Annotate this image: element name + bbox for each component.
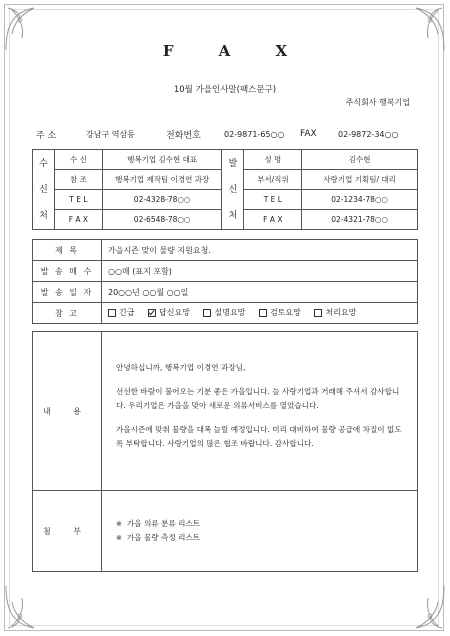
recipient-row-value: 행복기업 김수현 대표 [102,150,222,170]
sender-row-value: 사랑기업 기획팀/ 대리 [302,170,418,190]
phone-label: 전화번호 [166,130,201,141]
recipient-row-value: 02-4328-78○○ [102,190,222,210]
option-action-requested[interactable]: 처리요망 [314,307,356,318]
attachment-label: 첨 부 [33,491,102,572]
content-text [102,332,418,491]
recipient-row-value: 02-6548-78○○ [102,210,222,230]
fax-value: 02-9872-34○○ [338,129,399,139]
content-label: 내 용 [33,332,102,491]
option-explanation-requested[interactable]: 설명요망 [203,307,245,318]
sender-row-label: 부서/직위 [244,170,302,190]
sender-row-value: 김수현 [302,150,418,170]
sender-row-value: 02-1234-78○○ [302,190,418,210]
subject-label: 제 목 [33,240,102,261]
option-reply-requested[interactable]: 답신요망 [148,307,190,318]
recipient-side-label: 수 신 처 [33,150,55,230]
page-count-value: ○○매 (표지 포함) [102,261,418,282]
recipient-sender-table [32,149,418,230]
sender-row-label: F A X [244,210,302,230]
reference-options [102,303,418,324]
checkbox-icon[interactable] [314,309,322,317]
checkbox-icon[interactable] [203,309,211,317]
content-paragraph: 안녕하십니까, 행복기업 이경연 과장님, [116,363,246,372]
fax-label: FAX [300,129,317,139]
subject-value: 가을시즌 맞이 물량 지원요청. [102,240,418,261]
send-date-value: 20○○년 ○○월 ○○일 [102,282,418,303]
reference-mark-icon: ※ [116,520,122,528]
recipient-row-label: 참 조 [54,170,102,190]
address-value: 강남구 역삼동 [86,129,135,139]
sender-row-label: T E L [244,190,302,210]
sender-row-label: 성 명 [244,150,302,170]
recipient-row-label: F A X [54,210,102,230]
recipient-row-label: 수 신 [54,150,102,170]
content-paragraph: 가을시즌에 맞춰 물량을 대폭 늘릴 예정입니다. 미리 대비하여 물량 공급에 차질이 없도록 부탁합니다. 사랑기업의 많은 협조 바랍니다. 감사합니다. [116,425,402,448]
document-subtitle: 10월 가을인사말(팩스문구) [173,85,277,95]
phone-value: 02-9871-65○○ [224,129,285,139]
corner-ornament-icon [398,584,446,632]
checkbox-icon[interactable] [259,309,267,317]
option-review-requested[interactable]: 검토요망 [259,307,301,318]
content-paragraph: 선선한 바람이 불어오는 기분 좋은 가을입니다. 늘 사랑기업과 거래해 주셔서 감사합니다. 우리기업은 가을을 맞아 새로운 의류서비스를 열었습니다. [116,387,400,410]
company-name: 주식회사 행복기업 [345,98,410,107]
page-count-label: 발 송 매 수 [33,261,102,282]
document-title: F A X [162,42,308,60]
send-date-label: 발 송 일 자 [33,282,102,303]
fax-body-table [32,331,418,572]
checkbox-checked-icon[interactable] [148,309,156,317]
reference-mark-icon: ※ [116,534,122,542]
fax-meta-table [32,239,418,324]
attachment-list [102,491,418,572]
sender-row-value: 02-4321-78○○ [302,210,418,230]
address-label: 주 소 [36,130,57,141]
corner-ornament-icon [4,584,52,632]
checkbox-icon[interactable] [108,309,116,317]
option-urgent[interactable]: 긴급 [108,307,134,318]
recipient-row-label: T E L [54,190,102,210]
sender-info-row [36,127,414,141]
reference-label: 참 고 [33,303,102,324]
attachment-item: ※ 가을 물량 측정 리스트 [116,531,405,545]
recipient-row-value: 행복기업 제작팀 이경연 과장 [102,170,222,190]
attachment-item: ※ 가을 의류 분류 리스트 [116,517,405,531]
sender-side-label: 발 신 처 [222,150,244,230]
